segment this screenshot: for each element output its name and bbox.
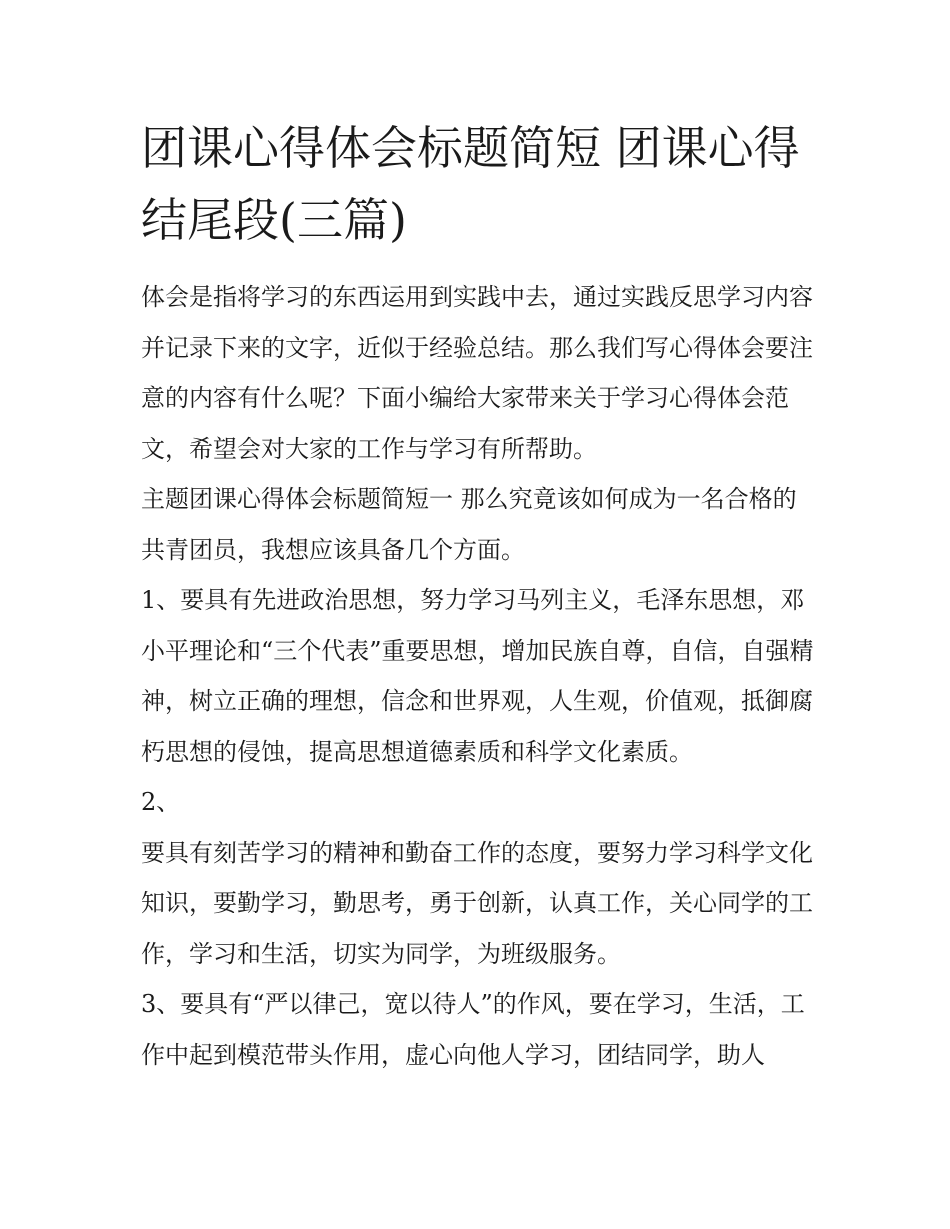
paragraph-point-2-marker: 2、: [141, 788, 181, 816]
paragraph-point-2: 要具有刻苦学习的精神和勤奋工作的态度，要努力学习科学文化知识，要勤学习，勤思考，勇于创新，认真工作，关心同学的工作，学习和生活，切实为同学，为班级服务。: [141, 838, 813, 968]
paragraph-intro: 体会是指将学习的东西运用到实践中去，通过实践反思学习内容并记录下来的文字，近似于经验总结。那么我们写心得体会要注意的内容有什么呢？下面小编给大家带来关于学习心得体会范文，希望会对大家的工作与学习有所帮助。: [141, 283, 813, 463]
paragraph-point-1: 1、要具有先进政治思想，努力学习马列主义，毛泽东思想，邓小平理论和“三个代表”重要思想，增加民族自尊，自信，自强精神，树立正确的理想，信念和世界观，人生观，价值观，抵御腐朽思想的侵蚀，提高思想道德素质和科学文化素质。: [141, 586, 814, 766]
paragraph-point-3: 3、要具有“严以律己，宽以待人”的作风，要在学习，生活，工作中起到模范带头作用，虚心向他人学习，团结同学，助人: [141, 990, 805, 1069]
document-title: 团课心得体会标题简短 团课心得结尾段(三篇): [141, 121, 800, 247]
paragraph-topic: 主题团课心得体会标题简短一 那么究竟该如何成为一名合格的共青团员，我想应该具备几个方面。: [141, 485, 797, 564]
document-body: [141, 112, 816, 1080]
